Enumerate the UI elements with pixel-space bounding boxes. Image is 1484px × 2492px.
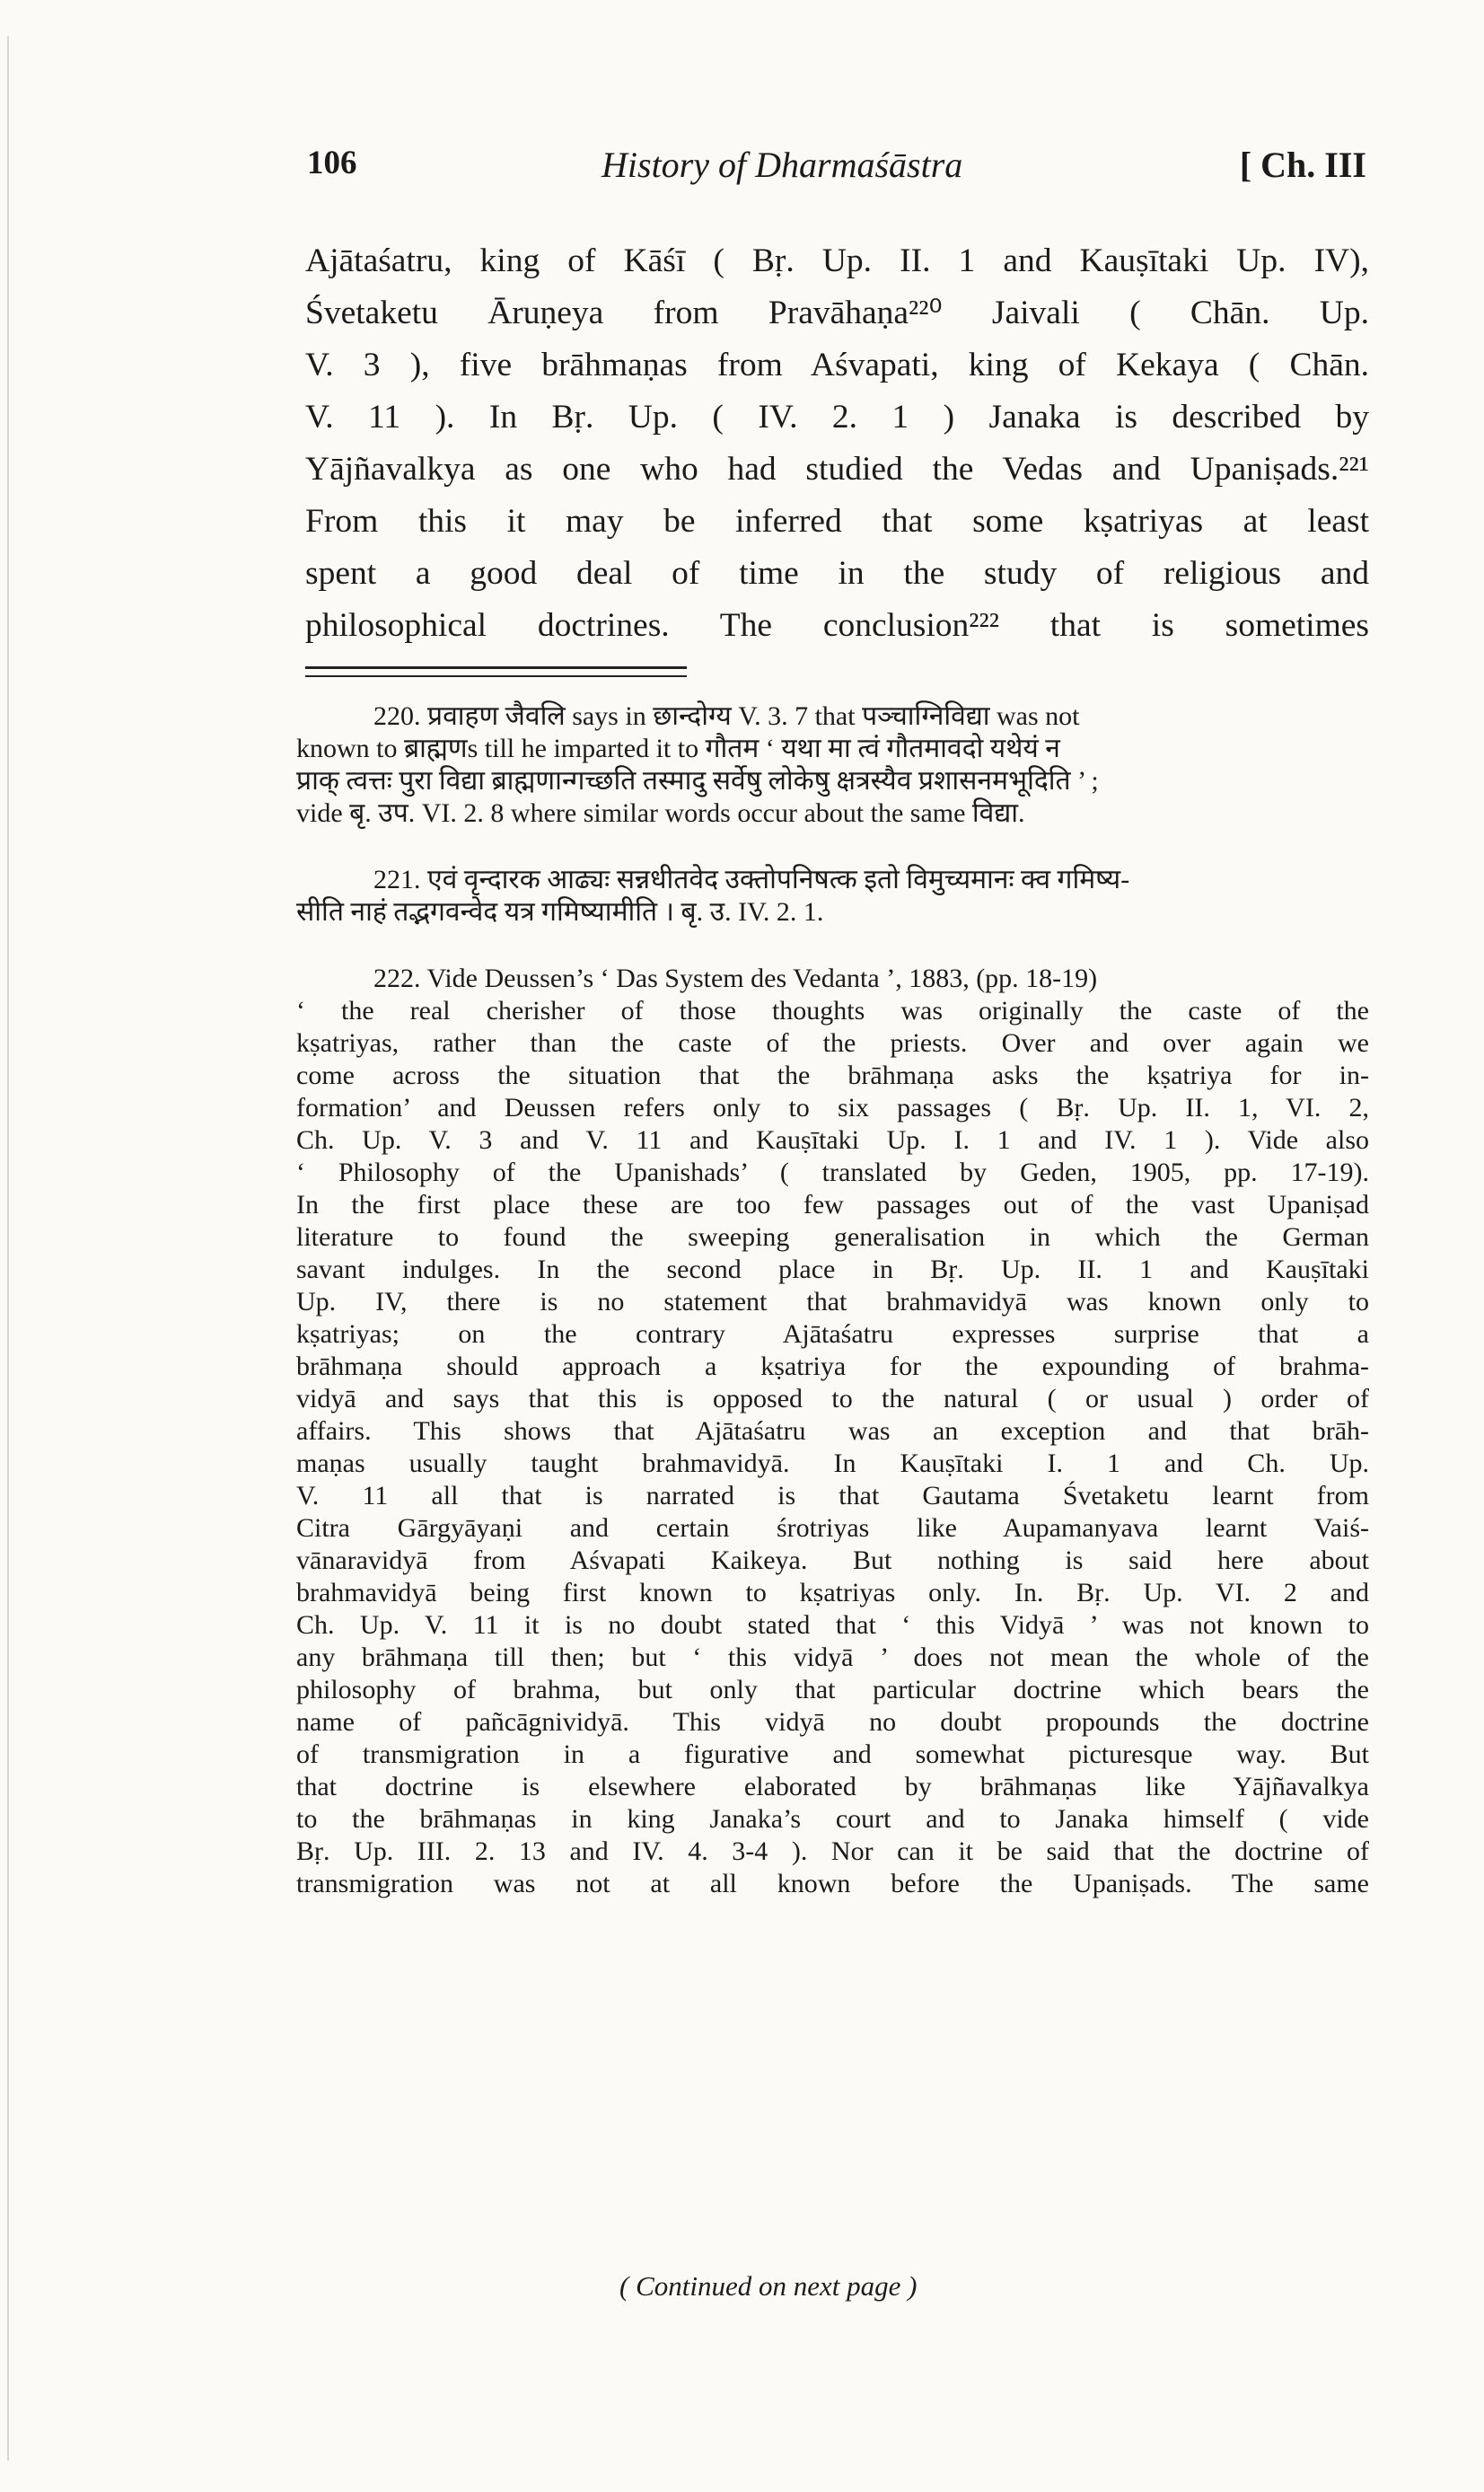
body-line: spent a good deal of time in the study of religious and bbox=[305, 555, 1369, 592]
footnote-line: formation’ and Deussen refers only to six passages ( Bṛ. Up. II. 1, VI. 2, bbox=[296, 1093, 1369, 1123]
page-number: 106 bbox=[307, 145, 357, 181]
footnote-line: V. 11 all that is narrated is that Gautama Śvetaketu learnt from bbox=[296, 1481, 1369, 1510]
footnote-text: प्रवाहण जैवलि says in छान्दोग्य V. 3. 7 that पञ्चाग्निविद्या was not bbox=[427, 701, 1080, 731]
footnote-line: kṣatriyas, rather than the caste of the priests. Over and over again we bbox=[296, 1028, 1369, 1058]
body-line: V. 3 ), five brāhmaṇas from Aśvapati, king of Kekaya ( Chān. bbox=[305, 347, 1369, 383]
footnote-line: vide बृ. उप. VI. 2. 8 where similar words occur about the same विद्या. bbox=[296, 798, 1025, 828]
footnote-line: savant indulges. In the second place in Bṛ. Up. II. 1 and Kauṣītaki bbox=[296, 1255, 1369, 1284]
footnote-number: 222. bbox=[373, 964, 421, 993]
footnote-line: that doctrine is elsewhere elaborated by brāhmaṇas like Yājñavalkya bbox=[296, 1772, 1369, 1801]
footnote-line: literature to found the sweeping generalisation in which the German bbox=[296, 1222, 1369, 1252]
footnote-line: known to ब्राह्मणs till he imparted it to गौतम ‘ यथा मा त्वं गौतमावदो यथेयं न bbox=[296, 734, 1060, 763]
footnote-222 bbox=[296, 963, 1369, 1900]
footnote-line: transmigration was not at all known before the Upaniṣads. The same bbox=[296, 1869, 1369, 1898]
footnote-line: kṣatriyas; on the contrary Ajātaśatru expresses surprise that a bbox=[296, 1319, 1369, 1349]
footnote-line: name of pañcāgnividyā. This vidyā no doubt propounds the doctrine bbox=[296, 1707, 1369, 1737]
footnote-line: vānaravidyā from Aśvapati Kaikeya. But nothing is said here about bbox=[296, 1545, 1369, 1575]
footnote-rule-double bbox=[305, 675, 687, 677]
footnote-line: ‘ the real cherisher of those thoughts was originally the caste of the bbox=[296, 996, 1369, 1026]
footnote-rule bbox=[305, 666, 687, 669]
footnote-line: vidyā and says that this is opposed to the natural ( or usual ) order of bbox=[296, 1384, 1369, 1413]
footnote-220 bbox=[296, 700, 1369, 830]
footnote-line: ‘ Philosophy of the Upanishads’ ( translated by Geden, 1905, pp. 17-19). bbox=[296, 1158, 1369, 1187]
footnote-221 bbox=[296, 864, 1369, 929]
footnote-line: brāhmaṇa should approach a kṣatriya for the expounding of brahma- bbox=[296, 1352, 1369, 1381]
footnote-line bbox=[296, 963, 1369, 995]
footnote-text: एवं वृन्दारक आढ्यः सन्नधीतवेद उक्तोपनिषत्क इतो विमुच्यमानः क्व गमिष्य- bbox=[427, 865, 1130, 894]
body-line: From this it may be inferred that some kṣatriyas at least bbox=[305, 503, 1369, 540]
running-title: History of Dharmaśāstra bbox=[602, 145, 963, 185]
body-paragraph bbox=[305, 235, 1369, 652]
body-line: Ajātaśatru, king of Kāśī ( Bṛ. Up. II. 1 and Kauṣītaki Up. IV), bbox=[305, 242, 1369, 279]
footnote-line: brahmavidyā being first known to kṣatriyas only. In. Bṛ. Up. VI. 2 and bbox=[296, 1578, 1369, 1607]
footnote-line: In the first place these are too few passages out of the vast Upaniṣad bbox=[296, 1190, 1369, 1220]
footnote-line: philosophy of brahma, but only that particular doctrine which bears the bbox=[296, 1675, 1369, 1704]
footnote-line: सीति नाहं तद्भगवन्वेद यत्र गमिष्यामीति । बृ. उ. IV. 2. 1. bbox=[296, 897, 824, 927]
footnote-line: Bṛ. Up. III. 2. 13 and IV. 4. 3-4 ). Nor can it be said that the doctrine of bbox=[296, 1836, 1369, 1866]
footnotes bbox=[296, 700, 1369, 1900]
footnote-line: Up. IV, there is no statement that brahmavidyā was known only to bbox=[296, 1287, 1369, 1316]
footnote-line: any brāhmaṇa till then; but ‘ this vidyā ’ does not mean the whole of the bbox=[296, 1642, 1369, 1672]
scan-margin-line bbox=[7, 36, 9, 2461]
footnote-line: to the brāhmaṇas in king Janaka’s court and to Janaka himself ( vide bbox=[296, 1804, 1369, 1834]
footnote-line: Ch. Up. V. 11 it is no doubt stated that ‘ this Vidyā ’ was not known to bbox=[296, 1610, 1369, 1640]
running-header bbox=[296, 144, 1392, 198]
body-line: Yājñavalkya as one who had studied the Vedas and Upaniṣads.²²¹ bbox=[305, 451, 1369, 488]
footnote-line: affairs. This shows that Ajātaśatru was an exception and that brāh- bbox=[296, 1416, 1369, 1446]
footnote-line: Ch. Up. V. 3 and V. 11 and Kauṣītaki Up. I. 1 and IV. 1 ). Vide also bbox=[296, 1125, 1369, 1155]
footnote-line: maṇas usually taught brahmavidyā. In Kauṣītaki I. 1 and Ch. Up. bbox=[296, 1449, 1369, 1478]
footnote-number: 220. bbox=[373, 701, 421, 731]
footnote-text: Vide Deussen’s ‘ Das System des Vedanta ’, 1883, (pp. 18-19) bbox=[426, 964, 1098, 993]
body-line: philosophical doctrines. The conclusion²²² that is sometimes bbox=[305, 607, 1369, 644]
footnote-number: 221. bbox=[373, 865, 421, 894]
footnote-line: प्राक् त्वत्तः पुरा विद्या ब्राह्मणान्गच्छति तस्मादु सर्वेषु लोकेषु क्षत्रस्यैव प्रशासनमभूदिति ’ ; bbox=[296, 766, 1099, 796]
footnote-line bbox=[296, 864, 1369, 896]
footnote-line: come across the situation that the brāhmaṇa asks the kṣatriya for in- bbox=[296, 1061, 1369, 1090]
footnote-line bbox=[296, 700, 1369, 733]
footnote-line: Citra Gārgyāyaṇi and certain śrotriyas like Aupamanyava learnt Vaiś- bbox=[296, 1513, 1369, 1543]
footnote-line: of transmigration in a figurative and somewhat picturesque way. But bbox=[296, 1739, 1369, 1769]
chapter-label: [ Ch. III bbox=[1239, 145, 1366, 185]
body-line: Śvetaketu Āruṇeya from Pravāhaṇa²²⁰ Jaivali ( Chān. Up. bbox=[305, 295, 1369, 331]
body-line: V. 11 ). In Bṛ. Up. ( IV. 2. 1 ) Janaka is described by bbox=[305, 399, 1369, 436]
continued-note: ( Continued on next page ) bbox=[619, 2270, 918, 2302]
